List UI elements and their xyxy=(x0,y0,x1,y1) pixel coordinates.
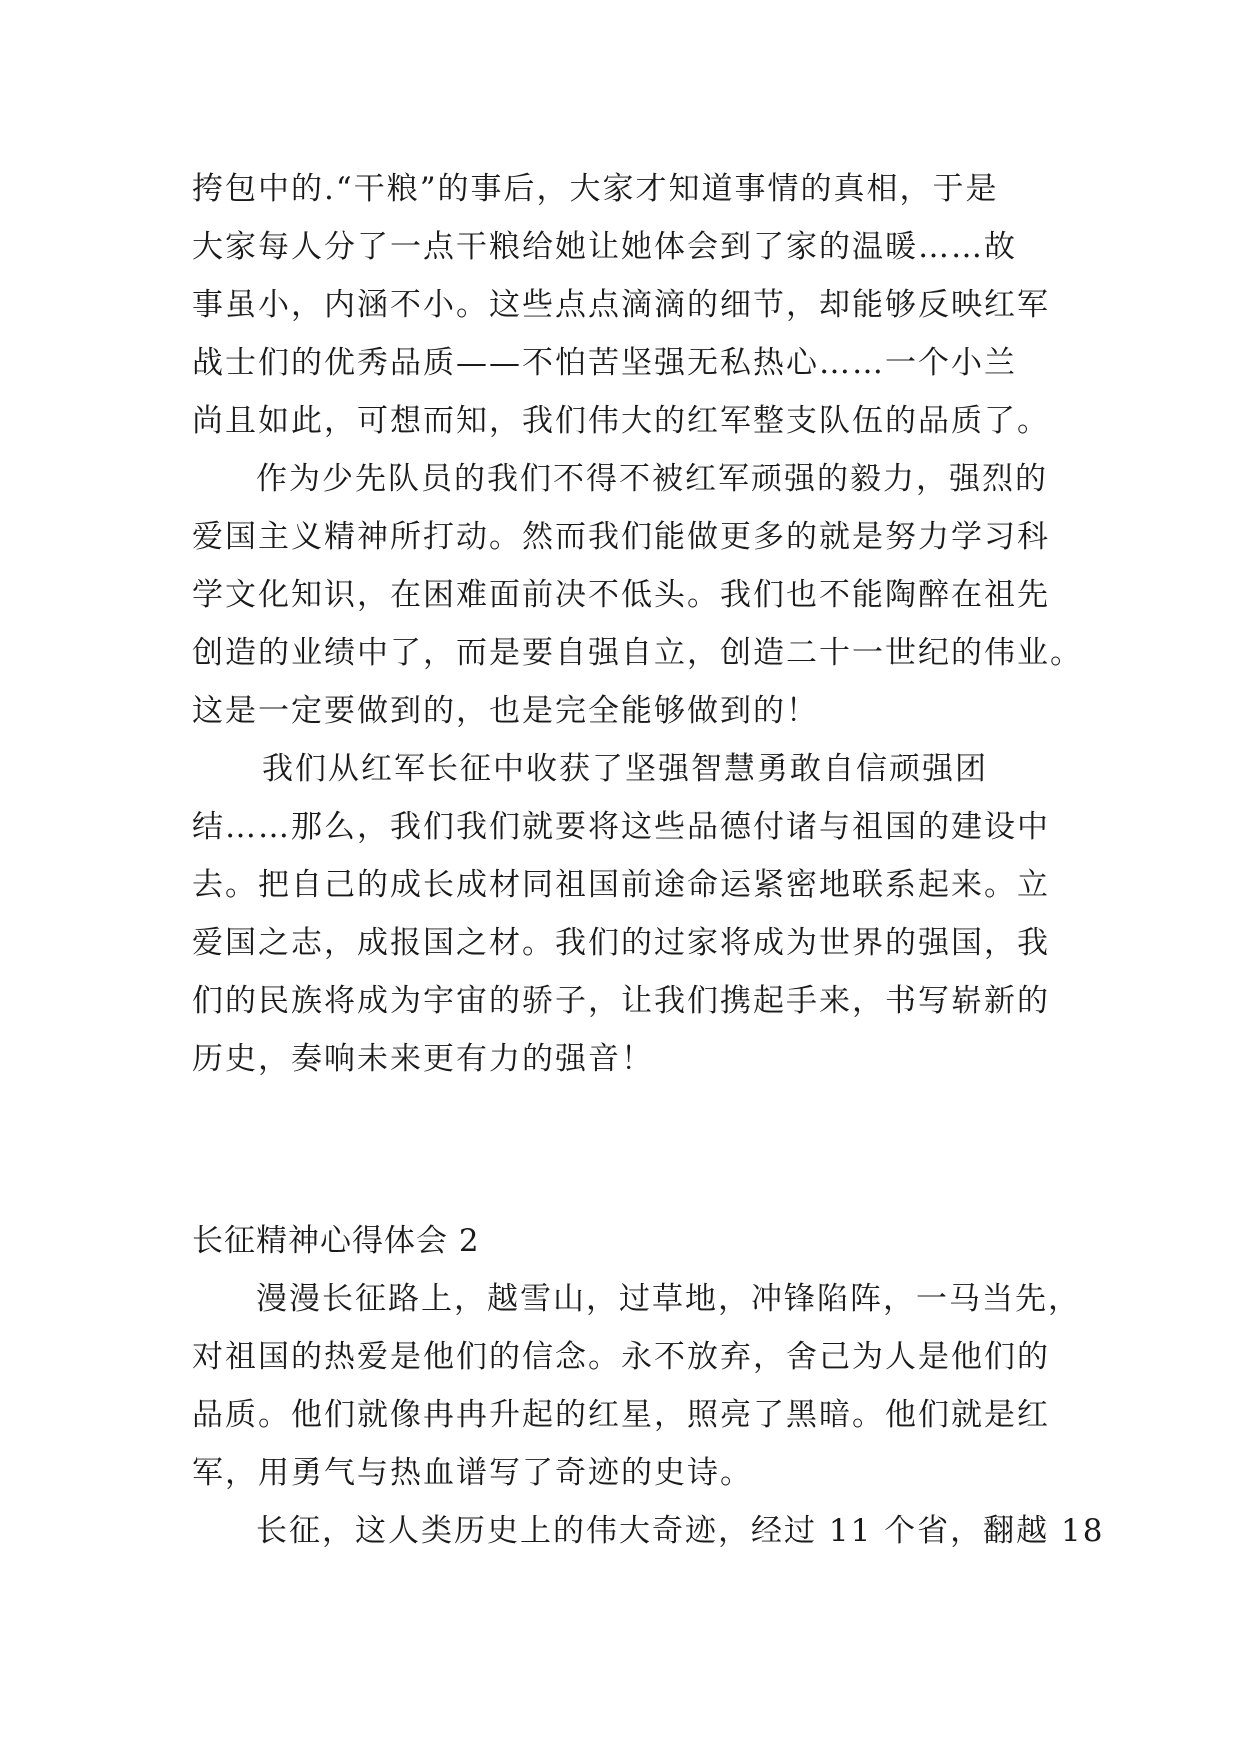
text-line: 创造的业绩中了，而是要自强自立，创造二十一世纪的伟业。 xyxy=(192,635,1083,671)
paragraph-start-line: 作为少先队员的我们不得不被红军顽强的毅力，强烈的 xyxy=(256,461,1048,497)
text-line: 大家每人分了一点干粮给她让她体会到了家的温暖……故 xyxy=(192,229,1017,265)
text-line: 爱国主义精神所打动。然而我们能做更多的就是努力学习科 xyxy=(192,519,1050,555)
section-2-heading: 长征精神心得体会 2 xyxy=(192,1223,480,1259)
text-line: 历史，奏响未来更有力的强音！ xyxy=(192,1041,654,1077)
text-line: 这是一定要做到的，也是完全能够做到的！ xyxy=(192,693,819,729)
paragraph-start-line: 长征，这人类历史上的伟大奇迹，经过 11 个省，翻越 18 xyxy=(256,1513,1105,1549)
paragraph-start-line: 我们从红军长征中收获了坚强智慧勇敢自信顽强团 xyxy=(262,751,988,787)
text-line: 品质。他们就像冉冉升起的红星，照亮了黑暗。他们就是红 xyxy=(192,1397,1050,1433)
text-line: 事虽小，内涵不小。这些点点滴滴的细节，却能够反映红军 xyxy=(192,287,1050,323)
text-line: 对祖国的热爱是他们的信念。永不放弃，舍己为人是他们的 xyxy=(192,1339,1050,1375)
text-line: 挎包中的.“干粮”的事后，大家才知道事情的真相，于是 xyxy=(192,171,999,207)
text-line: 们的民族将成为宇宙的骄子，让我们携起手来，书写崭新的 xyxy=(192,983,1050,1019)
text-line: 去。把自己的成长成材同祖国前途命运紧密地联系起来。立 xyxy=(192,867,1050,903)
text-line: 学文化知识，在困难面前决不低头。我们也不能陶醉在祖先 xyxy=(192,577,1050,613)
paragraph-start-line: 漫漫长征路上，越雪山，过草地，冲锋陷阵，一马当先， xyxy=(256,1281,1081,1317)
section-1-body xyxy=(192,160,1083,1088)
section-2-body xyxy=(192,1270,1105,1560)
text-line: 爱国之志，成报国之材。我们的过家将成为世界的强国，我 xyxy=(192,925,1050,961)
text-line: 结……那么，我们我们就要将这些品德付诸与祖国的建设中 xyxy=(192,809,1050,845)
text-line: 军，用勇气与热血谱写了奇迹的史诗。 xyxy=(192,1455,753,1491)
text-line: 尚且如此，可想而知，我们伟大的红军整支队伍的品质了。 xyxy=(192,403,1050,439)
text-line: 战士们的优秀品质——不怕苦坚强无私热心……一个小兰 xyxy=(192,345,1017,381)
